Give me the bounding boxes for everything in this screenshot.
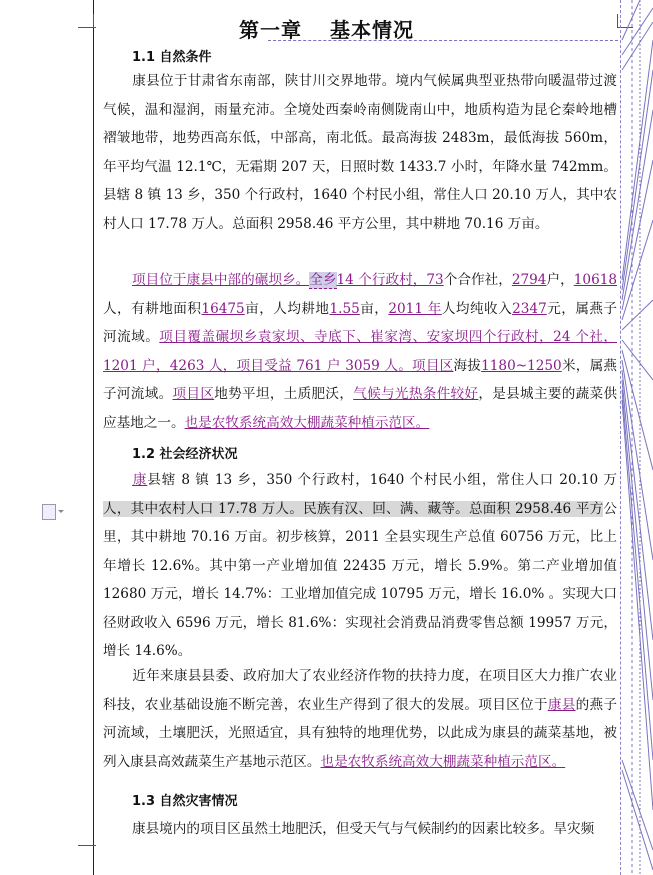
text-run: 米，属燕子河流域。 [103,357,617,402]
revision-insert: 康县 [547,696,576,713]
text-run: 地势平坦，土质肥沃， [214,386,354,402]
revision-insert: 16475 [201,300,245,317]
revision-insert: 1.55 [329,300,360,317]
balloon-line [622,40,653,280]
revision-insert: 项目位于康县中部的碾坝乡。 [132,272,310,288]
balloon-line [622,390,653,760]
revision-insert: 2794 [511,272,547,288]
revision-insert: 14 个行政村，73 [336,272,444,288]
balloon-line [622,70,653,290]
text-run: 人，有耕地面积 [103,300,202,317]
paragraph-text: 康县位于甘肃省东南部，陕甘川交界地带。境内气候属典型亚热带向暖温带过渡气候，温和湿润，雨量充沛。全境处西秦岭南侧陇南山中，地质构造为昆仑秦岭地槽褶皱地带，地势西高东低，中部高，南北低。最高海拔 2483m，最低海拔 560m，年平均气温 12.1℃，无霜期 207 天，日照时数 1433.7 小时，年降水量 742mm。县辖 8 镇 13 乡，350 个行政村，1640 个村民小组，常住人口 20.10 万人，其中农村人口 17.78 万人。总面积 2958.46 平方公里，其中耕地 70.16 万亩。 [103,73,617,232]
revision-insert: 项目区 [172,386,215,402]
text-run: 亩， [359,300,389,317]
text-run: 人均纯收入 [441,300,513,317]
text-run: 亩，人均耕地 [244,300,330,317]
paragraph-revised [103,266,617,437]
paragraph [103,67,617,238]
revision-insert: 10618 [573,272,618,288]
revision-insert: 2011 年 [388,300,442,317]
chapter-number: 第一章 [239,18,302,42]
revision-insert: 也是农牧系统高效大棚蔬菜种植示范区。 [184,414,430,431]
section-heading: 1.3 自然灾害情况 [132,794,238,809]
highlighted-text: 人，其中农村人口 17.78 万人。民族有汉、回、满、藏等。总面积 2958.46 平方 [103,500,604,517]
chapter-title [0,14,653,43]
text-run: 的燕子河流域，土壤肥沃，光照适宜，具有独特的地理优势，以此成为康县的蔬菜基地，被列入康县高效蔬菜生产基地示范区。 [103,696,618,770]
text-run: 元，属燕子河流域。 [103,300,618,345]
revision-insert: 项目覆盖碾坝乡袁家坝、寺底下、崔家湾、安家坝四个行政村，24 个社，1201 户，4263 人，项目受益 761 户 3059 人。项目区 [103,329,618,374]
section-heading: 1.1 自然条件 [132,50,212,65]
text-run: ，是县城主要的蔬菜供应基地之一。 [103,386,618,431]
balloon-line [622,380,653,700]
balloon-line [622,340,653,380]
paragraph [103,815,617,844]
paragraph-text: 康县境内的项目区虽然土地肥沃，但受天气与气候制约的因素比较多。旱灾频 [132,821,595,837]
chapter-name: 基本情况 [330,18,414,42]
revision-insert: 气候与光热条件较好 [353,386,479,402]
revision-insert: 2347 [512,300,547,317]
document-icon[interactable] [42,504,56,520]
revision-insert: 1180~1250 [481,357,562,374]
section-heading: 1.2 社会经济状况 [132,447,238,462]
text-run: 个合作社， [443,272,512,288]
revision-insert: 全乡 [309,272,337,288]
text-run: 县辖 8 镇 13 乡，350 个行政村，1640 个村民小组，常住人口 20.10 万 [147,472,617,488]
revision-insert: 也是农牧系统高效大棚蔬菜种植示范区。 [320,753,566,770]
paragraph [103,662,617,776]
balloon-line [622,760,653,850]
revision-insert: 康 [132,472,148,488]
text-run: 近年来康县县委、政府加大了农业经济作物的扶持力度，在项目区大力推广农业科技，农业基础设施不断完善，农业生产得到了很大的发展。项目区位于 [103,668,617,713]
paragraph [103,466,617,666]
text-run: 户， [546,272,574,288]
balloon-line [622,770,653,870]
text-run: 海拔 [453,357,482,374]
text-run: 公里，其中耕地 70.16 万亩。初步核算，2011 全县实现生产总值 60756 万元，比上年增长 12.6%。其中第一产业增加值 22435 万元，增长 5.9%。第二产业增加值 12680 万元，增长 14.7%：工业增加值完成 10795 万元，增长 16.0% 。实现大口径财政收入 6596 万元，增长 81.6%：实现社会消费品消费零售总额 19957 万元，增长 14.6%。 [103,500,617,659]
